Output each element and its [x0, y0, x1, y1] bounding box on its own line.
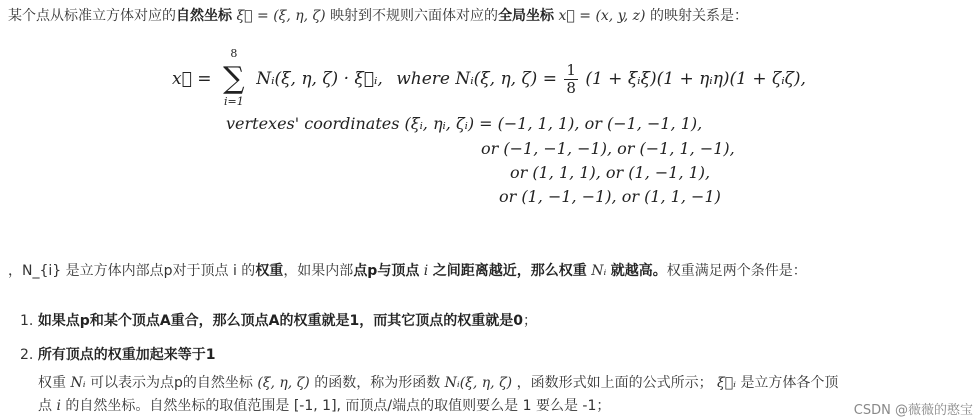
text-vertex: 是立方体各个顶 [740, 375, 839, 391]
vertex-coords-row-2: or (−1, −1, −1), or (−1, 1, −1), [481, 139, 735, 158]
vertex-coords-row-1: vertexes' coordinates (ξᵢ, ηᵢ, ζᵢ) = (−1, 1, 1), or (−1, −1, 1), [226, 114, 703, 133]
summation [217, 47, 251, 108]
list-number-2: 2. [20, 347, 34, 363]
global-coord-label: 全局坐标 [498, 8, 555, 24]
weight-symbol-2: Nᵢ [70, 375, 86, 391]
para-mid: ，如果内部 [283, 263, 354, 279]
sum-symbol: ∑ [223, 61, 245, 96]
vertex-index: i [423, 263, 429, 279]
shape-function-symbol: Nᵢ(ξ, η, ζ) [444, 375, 513, 391]
intro-line [8, 6, 748, 26]
formula-term: Nᵢ(ξ, η, ζ) · ξ⃗ᵢ, [256, 69, 383, 89]
para-lead: ，N_{i} 是立方体内部点p对于顶点 i 的 [8, 263, 256, 279]
list-item-2-line-2 [38, 373, 838, 393]
vertex-coords-row-3: or (1, 1, 1), or (1, −1, 1), [510, 163, 711, 182]
para-tail: 权重满足两个条件是： [666, 263, 807, 279]
sum-upper-limit: 8 [230, 47, 238, 60]
sum-lower-limit: i=1 [223, 95, 244, 108]
vertex-coords-row-4: or (1, −1, −1), or (1, 1, −1) [499, 187, 721, 206]
list-item-1-tail: ； [523, 313, 537, 329]
list-item-1 [20, 311, 537, 331]
para-bold-4: 就越高。 [610, 263, 667, 279]
vertex-vector-symbol: ξ⃗ᵢ [717, 375, 736, 391]
natural-coord-formula: ξ⃗ = (ξ, η, ζ) [236, 8, 326, 24]
para-bold-3: 之间距离越近，那么权重 [432, 263, 587, 279]
fraction-numerator: 1 [566, 61, 576, 79]
list-number-1: 1. [20, 313, 34, 329]
fraction-denominator: 8 [566, 79, 576, 97]
list-item-2-line-3 [38, 396, 610, 416]
list-item-2 [20, 345, 216, 365]
text-natural-coord: 可以表示为点p的自然坐标 [89, 375, 253, 391]
shape-function-rhs: (1 + ξᵢξ)(1 + ηᵢη)(1 + ζᵢζ), [585, 69, 806, 89]
shape-function-def: Nᵢ(ξ, η, ζ) = [455, 69, 557, 89]
intro-text-suffix: 的映射关系是： [649, 8, 748, 24]
text-formula-ref: ，函数形式如上面的公式所示； [516, 375, 713, 391]
natural-coord-label: 自然坐标 [176, 8, 232, 24]
csdn-watermark: CSDN @薇薇的憨宝 [853, 403, 973, 418]
mapping-formula [172, 47, 806, 108]
vertex-index-2: i [56, 398, 61, 414]
intro-text-middle: 映射到不规则六面体对应的 [330, 8, 499, 24]
weight-label: 权重 [255, 263, 284, 279]
text-weight: 权重 [38, 375, 66, 391]
global-coord-formula: x⃗ = (x, y, z) [558, 8, 646, 24]
formula-where: where [396, 69, 450, 89]
weight-paragraph [8, 261, 807, 281]
formula-lhs: x⃗ = [172, 69, 212, 89]
fraction-one-eighth [564, 62, 578, 97]
para-bold-2: 点p与顶点 [353, 263, 420, 279]
text-point: 点 [38, 398, 52, 414]
list-item-1-text: 如果点p和某个顶点A重合，那么顶点A的权重就是1，而其它顶点的权重就是0 [37, 313, 523, 329]
text-coord-range: 的自然坐标。自然坐标的取值范围是 [-1, 1], 而顶点/端点的取值则要么是 1 要么是 -1； [65, 398, 611, 414]
text-shape-function: 的函数，称为形函数 [314, 375, 441, 391]
intro-text: 某个点从标准立方体对应的 [8, 8, 176, 24]
list-item-2-text: 所有顶点的权重加起来等于1 [37, 347, 216, 363]
weight-symbol: Nᵢ [591, 263, 607, 279]
natural-coord-tuple: (ξ, η, ζ) [257, 375, 310, 391]
